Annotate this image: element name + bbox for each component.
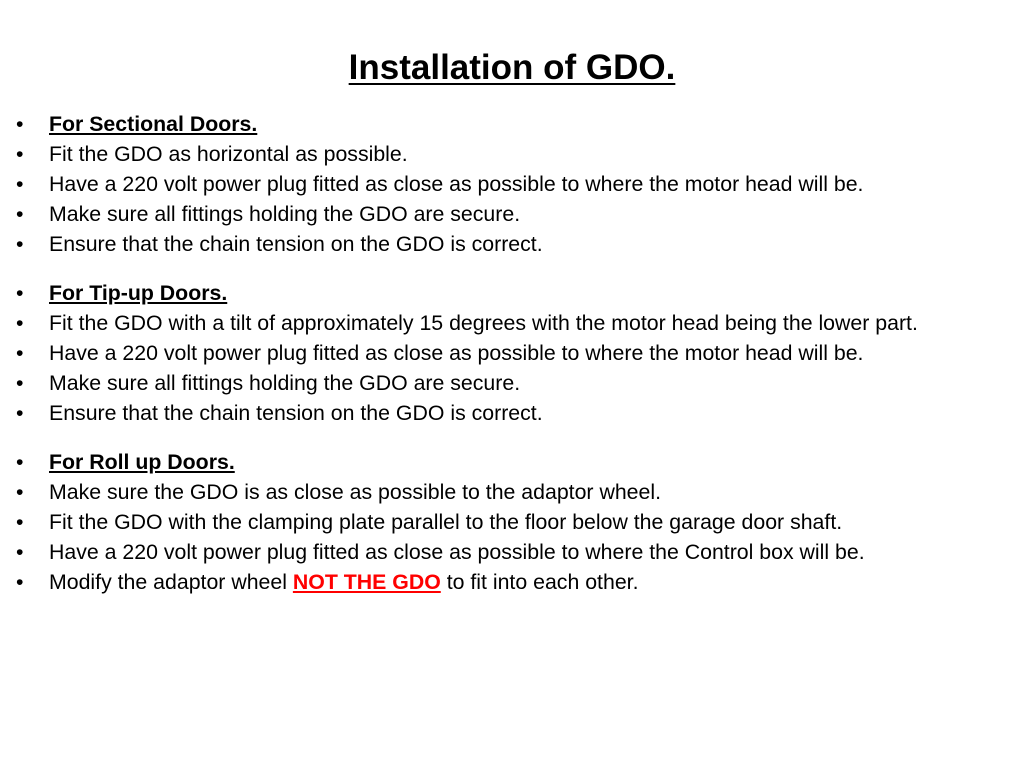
bullet-item xyxy=(14,281,1014,305)
bullet-item xyxy=(14,570,1014,594)
bullet-item: • Make sure all fittings holding the GDO are secure. xyxy=(14,202,1014,226)
section-heading: For Roll up Doors. xyxy=(49,450,235,474)
section-tip-up-doors xyxy=(14,281,1014,425)
bullet-item: • Make sure the GDO is as close as possible to the adaptor wheel. xyxy=(14,480,1014,504)
bullet-item: • Fit the GDO with the clamping plate parallel to the floor below the garage door shaft. xyxy=(14,510,1014,534)
bullet-item: • Ensure that the chain tension on the GDO is correct. xyxy=(14,232,1014,256)
bullet-item: • Ensure that the chain tension on the GDO is correct. xyxy=(14,401,1014,425)
bullet-item: • Fit the GDO as horizontal as possible. xyxy=(14,142,1014,166)
slide-content xyxy=(14,112,1014,600)
slide-title: Installation of GDO. xyxy=(348,48,676,87)
warning-emphasis: NOT THE GDO xyxy=(292,570,441,594)
section-heading: For Sectional Doors. xyxy=(49,112,258,136)
final-item-text-after: to fit into each other. xyxy=(440,570,639,594)
bullet-item: • Have a 220 volt power plug fitted as close as possible to where the Control box will be. xyxy=(14,540,1014,564)
section-heading: For Tip-up Doors. xyxy=(49,281,228,305)
bullet-item: • Fit the GDO with a tilt of approximately 15 degrees with the motor head being the lower part. xyxy=(14,311,1014,335)
bullet-item xyxy=(14,112,1014,136)
section-roll-up-doors xyxy=(14,450,1014,594)
final-item-text-before: Modify the adaptor wheel xyxy=(49,570,293,594)
bullet-item: • Make sure all fittings holding the GDO are secure. xyxy=(14,371,1014,395)
bullet-item: • Have a 220 volt power plug fitted as close as possible to where the motor head will be. xyxy=(14,172,1014,196)
bullet-item: • Have a 220 volt power plug fitted as close as possible to where the motor head will be. xyxy=(14,341,1014,365)
bullet-item xyxy=(14,450,1014,474)
section-sectional-doors xyxy=(14,112,1014,256)
